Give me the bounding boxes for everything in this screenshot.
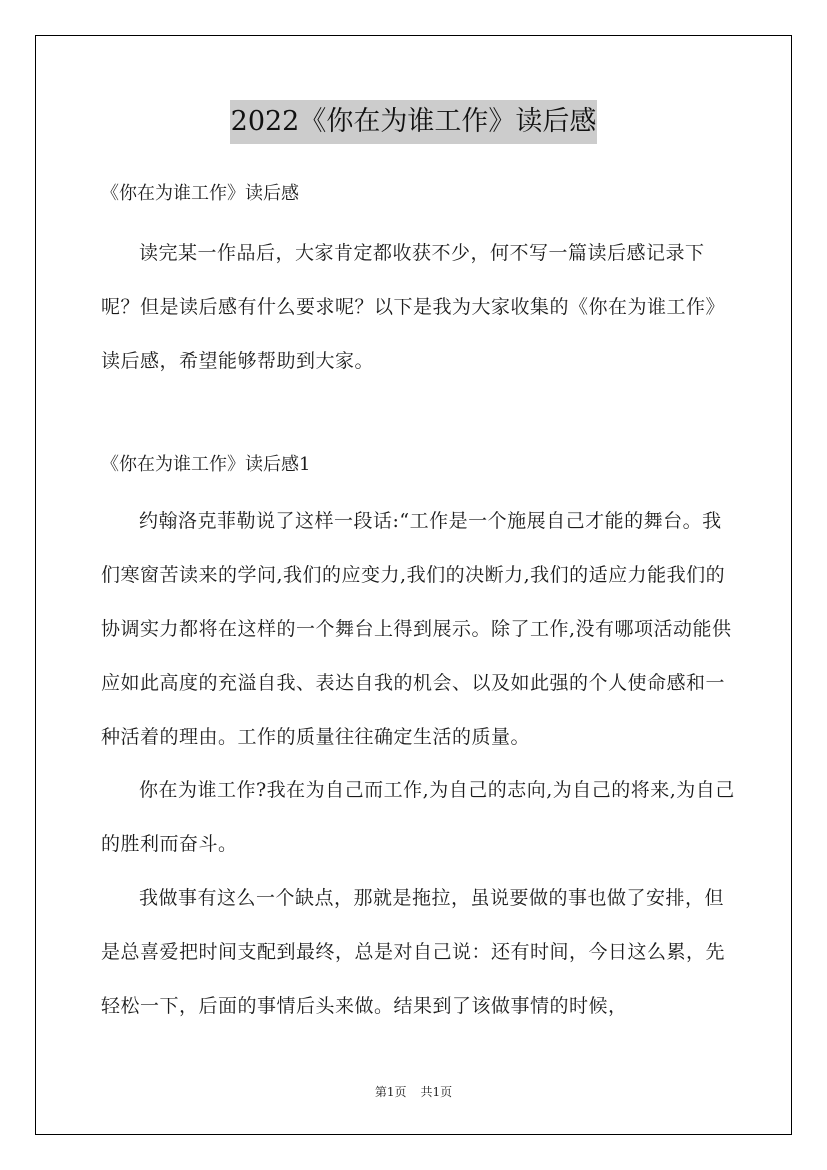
body-paragraph-2: 你在为谁工作?我在为自己而工作,为自己的志向,为自己的将来,为自己的胜利而奋斗。 [101,779,735,855]
document-subtitle: 《你在为谁工作》读后感 [101,183,299,204]
intro-paragraph: 读完某一作品后，大家肯定都收获不少，何不写一篇读后感记录下呢？但是读后感有什么要求呢？以下是我为大家收集的《你在为谁工作》读后感，希望能够帮助到大家。 [101,242,726,372]
body-paragraph-1: 约翰洛克菲勒说了这样一段话:“工作是一个施展自己才能的舞台。我们寒窗苦读来的学问,我们的应变力,我们的决断力,我们的适应力能我们的协调实力都将在这样的一个舞台上得到展示。除了工作,没有哪项活动能供应如此高度的充溢自我、表达自我的机会、以及如此强的个人使命感和一种活着的理由。工作的质量往往确定生活的质量。 [101,510,732,748]
document-title: 2022《你在为谁工作》读后感 [230,100,598,144]
body-paragraph-3: 我做事有这么一个缺点，那就是拖拉，虽说要做的事也做了安排，但是总喜爱把时间支配到最终，总是对自己说：还有时间，今日这么累，先轻松一下，后面的事情后头来做。结果到了该做事情的时候， [101,887,726,1017]
title-container [0,100,827,144]
section-heading: 《你在为谁工作》读后感1 [101,454,311,475]
page-total: 共1页 [420,1085,453,1099]
page-footer [0,1083,827,1100]
page-number: 第1页 [374,1085,407,1099]
